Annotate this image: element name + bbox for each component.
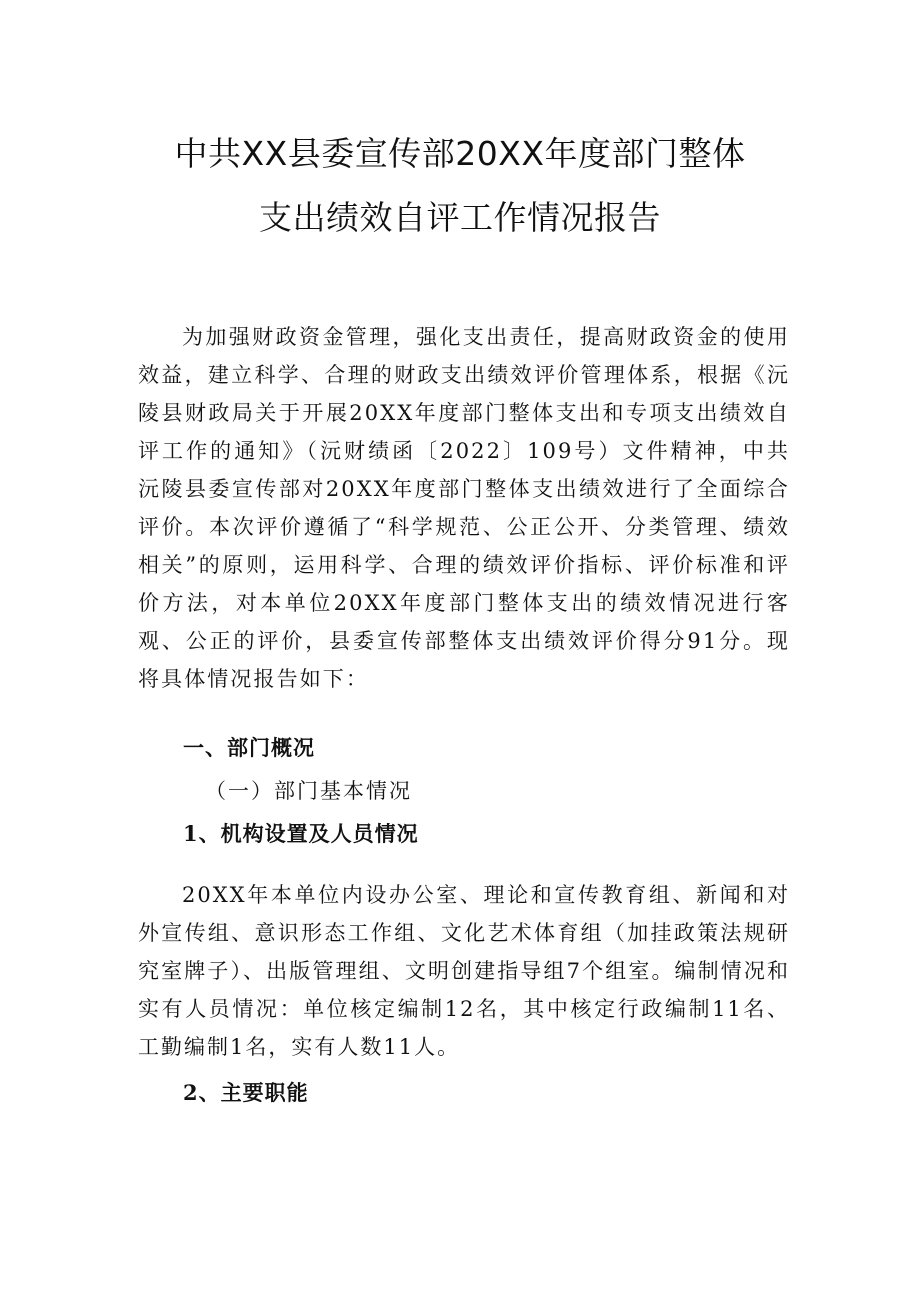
document-title-line-1: 中共XX县委宣传部20XX年度部门整体: [174, 134, 746, 173]
item-heading-main-functions: 2、主要职能: [183, 1080, 309, 1105]
item-heading-organization-staff: 1、机构设置及人员情况: [183, 821, 419, 846]
section-heading-department-overview: 一、部门概况: [183, 736, 315, 760]
document-title-line-2: 支出绩效自评工作情况报告: [259, 198, 661, 237]
subsection-heading-basic-info: （一）部门基本情况: [205, 779, 412, 803]
organization-paragraph: 20XX年本单位内设办公室、理论和宣传教育组、新闻和对外宣传组、意识形态工作组、文化艺术体育组（加挂政策法规研究室牌子）、出版管理组、文明创建指导组7个组室。编制情况和实有人员情况：单位核定编制12名，其中核定行政编制11名、工勤编制1名，实有人数11人。: [138, 883, 790, 1059]
intro-paragraph: 为加强财政资金管理，强化支出责任，提高财政资金的使用效益，建立科学、合理的财政支出绩效评价管理体系，根据《沅陵县财政局关于开展20XX年度部门整体支出和专项支出绩效自评工作的通知》（沅财绩函〔2022〕109号）文件精神，中共沅陵县委宣传部对20XX年度部门整体支出绩效进行了全面综合评价。本次评价遵循了“科学规范、公正公开、分类管理、绩效相关”的原则，运用科学、合理的绩效评价指标、评价标准和评价方法，对本单位20XX年度部门整体支出的绩效情况进行客观、公正的评价，县委宣传部整体支出绩效评价得分91分。现将具体情况报告如下：: [138, 325, 790, 691]
